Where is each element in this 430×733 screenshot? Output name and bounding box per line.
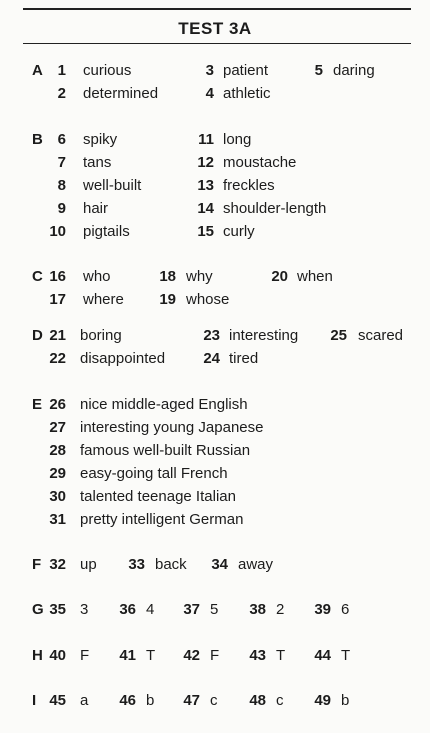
- question-number: 46: [119, 692, 136, 709]
- answer-text: when: [297, 268, 333, 285]
- question-number: 29: [49, 465, 66, 482]
- answer-text: T: [276, 647, 286, 664]
- answer-text: moustache: [223, 154, 297, 171]
- question-number: 4: [205, 85, 214, 102]
- answer-text: famous well-built Russian: [80, 442, 251, 459]
- answer-text: well-built: [83, 177, 142, 194]
- answer-text: scared: [358, 327, 404, 344]
- question-number: 48: [249, 692, 266, 709]
- question-number: 38: [249, 601, 266, 618]
- question-number: 44: [314, 647, 331, 664]
- section-letter-f: F: [32, 556, 42, 573]
- question-number: 1: [57, 62, 66, 79]
- answer-text: pigtails: [83, 223, 130, 240]
- answer-text: who: [83, 268, 111, 285]
- question-number: 18: [159, 268, 176, 285]
- question-number: 34: [211, 556, 228, 573]
- answer-text: long: [223, 131, 252, 148]
- question-number: 20: [271, 268, 288, 285]
- section-letter-d: D: [32, 327, 43, 344]
- section-letter-e: E: [32, 396, 43, 413]
- answer-text: T: [146, 647, 156, 664]
- answer-text: F: [210, 647, 220, 664]
- question-number: 7: [57, 154, 66, 171]
- question-number: 12: [197, 154, 214, 171]
- question-number: 22: [49, 350, 66, 367]
- answer-text: interesting young Japanese: [80, 419, 264, 436]
- answer-text: a: [80, 692, 89, 709]
- question-number: 11: [198, 131, 214, 148]
- title-rule: [23, 43, 411, 44]
- answer-text: away: [238, 556, 274, 573]
- section-letter-i: I: [32, 692, 37, 709]
- answer-text: T: [341, 647, 351, 664]
- answer-text: 5: [210, 601, 219, 618]
- question-number: 13: [197, 177, 214, 194]
- answer-text: interesting: [229, 327, 299, 344]
- question-number: 14: [197, 200, 214, 217]
- answer-text: 3: [80, 601, 89, 618]
- question-number: 21: [49, 327, 66, 344]
- answer-text: whose: [186, 291, 230, 308]
- section-letter-a: A: [32, 62, 43, 79]
- answer-text: up: [80, 556, 97, 573]
- answer-text: tans: [83, 154, 112, 171]
- answer-text: 2: [276, 601, 285, 618]
- answer-text: c: [210, 692, 218, 709]
- answer-text: b: [146, 692, 155, 709]
- question-number: 42: [183, 647, 200, 664]
- question-number: 23: [203, 327, 220, 344]
- answer-text: spiky: [83, 131, 118, 148]
- question-number: 25: [330, 327, 347, 344]
- answer-text: F: [80, 647, 90, 664]
- answer-text: b: [341, 692, 350, 709]
- page-title: TEST 3A: [178, 19, 252, 38]
- section-letter-g: G: [32, 601, 44, 618]
- answer-text: shoulder-length: [223, 200, 327, 217]
- question-number: 6: [57, 131, 66, 148]
- question-number: 16: [49, 268, 66, 285]
- section-letter-b: B: [32, 131, 43, 148]
- answer-text: talented teenage Italian: [80, 488, 236, 505]
- question-number: 28: [49, 442, 66, 459]
- answer-text: 4: [146, 601, 155, 618]
- question-number: 33: [128, 556, 145, 573]
- section-letter-h: H: [32, 647, 43, 664]
- answer-text: freckles: [223, 177, 275, 194]
- question-number: 27: [49, 419, 66, 436]
- answer-text: back: [155, 556, 187, 573]
- question-number: 31: [49, 511, 66, 528]
- answer-text: nice middle-aged English: [80, 396, 248, 413]
- question-number: 3: [205, 62, 214, 79]
- question-number: 35: [49, 601, 66, 618]
- answer-text: curious: [83, 62, 132, 79]
- section-letter-c: C: [32, 268, 43, 285]
- answer-text: why: [186, 268, 213, 285]
- answer-text: patient: [223, 62, 269, 79]
- answer-text: daring: [333, 62, 375, 79]
- question-number: 9: [57, 200, 66, 217]
- question-number: 24: [203, 350, 220, 367]
- question-number: 2: [57, 85, 66, 102]
- answer-text: curly: [223, 223, 255, 240]
- question-number: 19: [159, 291, 176, 308]
- question-number: 39: [314, 601, 331, 618]
- answer-text: 6: [341, 601, 350, 618]
- question-number: 43: [249, 647, 266, 664]
- answer-text: c: [276, 692, 284, 709]
- question-number: 26: [49, 396, 66, 413]
- question-number: 37: [183, 601, 200, 618]
- question-number: 30: [49, 488, 66, 505]
- answer-text: tired: [229, 350, 259, 367]
- question-number: 10: [49, 223, 66, 240]
- question-number: 47: [183, 692, 200, 709]
- question-number: 15: [197, 223, 214, 240]
- question-number: 49: [314, 692, 331, 709]
- answer-text: determined: [83, 85, 159, 102]
- question-number: 36: [119, 601, 136, 618]
- question-number: 45: [49, 692, 66, 709]
- answer-text: disappointed: [80, 350, 166, 367]
- answer-text: where: [83, 291, 124, 308]
- answer-text: athletic: [223, 85, 271, 102]
- top-rule: [23, 8, 411, 10]
- question-number: 40: [49, 647, 66, 664]
- question-number: 8: [57, 177, 66, 194]
- answer-text: hair: [83, 200, 109, 217]
- question-number: 17: [49, 291, 66, 308]
- answer-text: boring: [80, 327, 122, 344]
- answer-text: easy-going tall French: [80, 465, 228, 482]
- question-number: 41: [119, 647, 136, 664]
- question-number: 5: [314, 62, 323, 79]
- question-number: 32: [49, 556, 66, 573]
- answer-text: pretty intelligent German: [80, 511, 244, 528]
